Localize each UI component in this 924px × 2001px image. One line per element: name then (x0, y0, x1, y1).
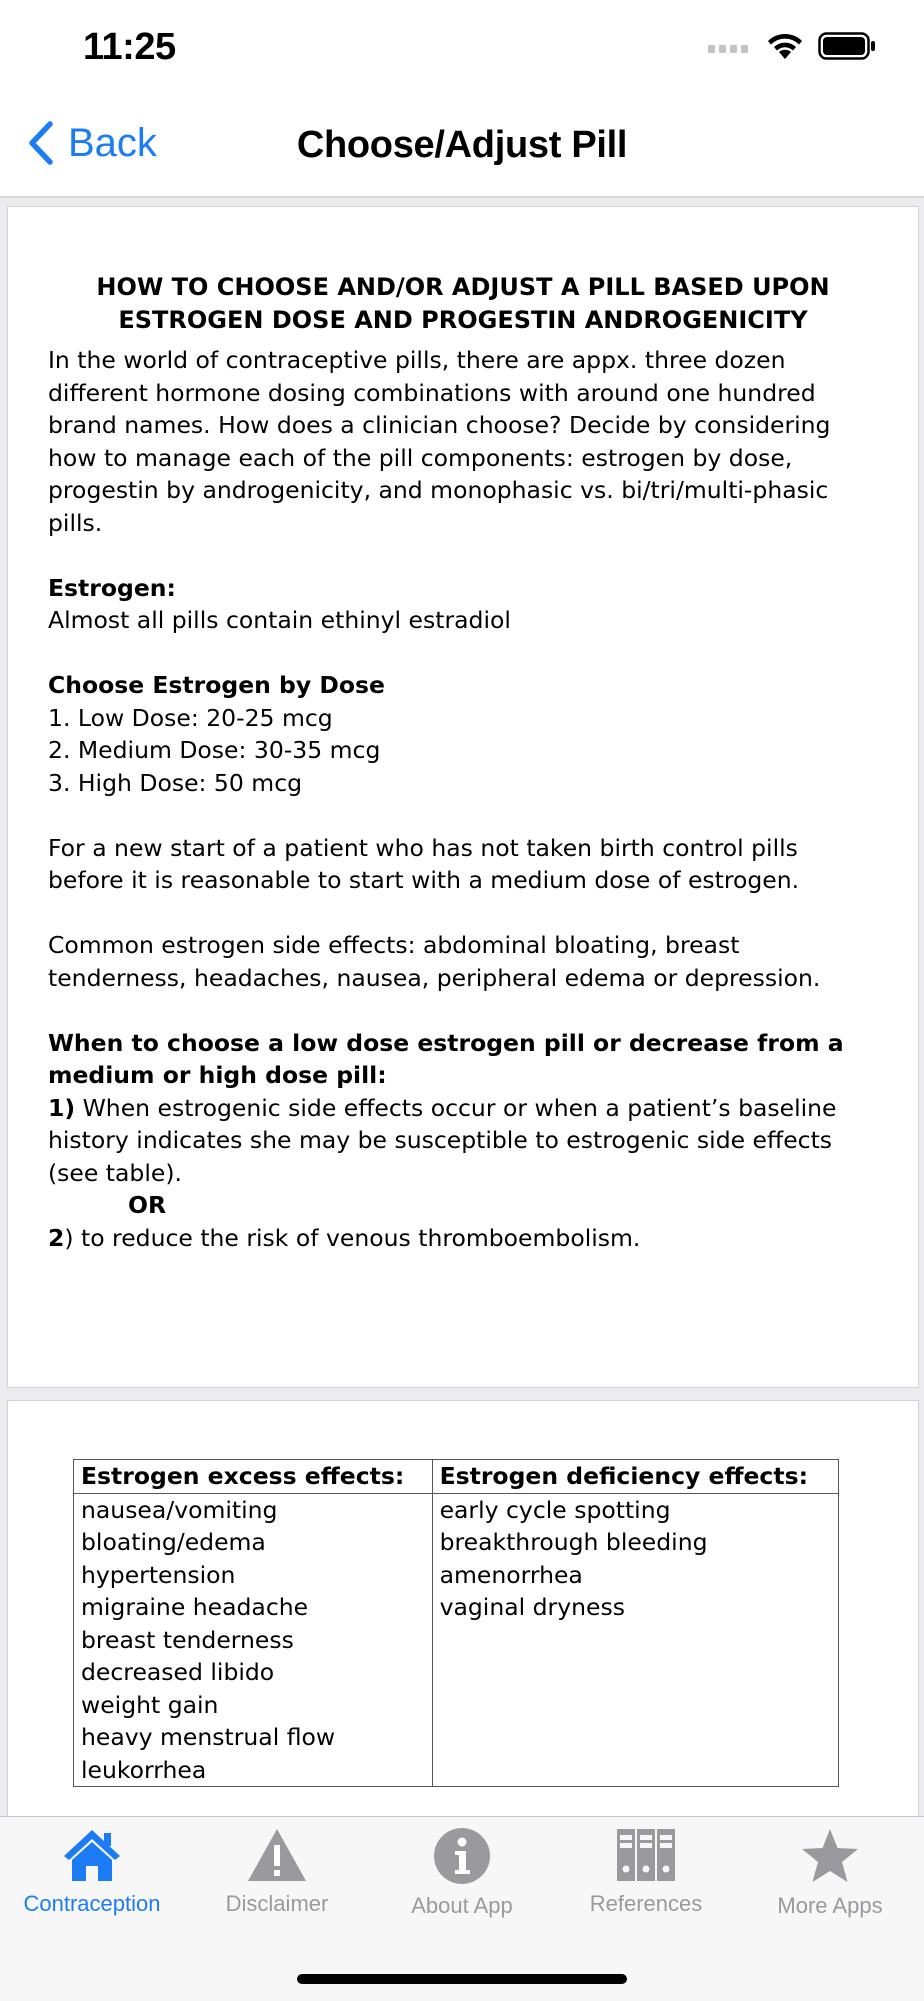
effects-card (7, 1400, 919, 1816)
info-card (7, 206, 919, 1388)
wifi-icon (766, 32, 804, 60)
list-item: nausea/vomiting (81, 1495, 278, 1524)
list-item: amenorrhea (439, 1560, 583, 1589)
text-line: (see table). (48, 1158, 182, 1187)
deficiency-effects-cell (432, 1493, 838, 1787)
text-line: different hormone dosing combinations with around one hundred (48, 378, 816, 407)
star-icon (799, 1827, 861, 1885)
status-icons (708, 32, 876, 60)
tab-contraception[interactable] (0, 1827, 184, 1947)
section-heading: Choose Estrogen by Dose (48, 671, 385, 699)
content-scroll-area[interactable] (0, 198, 924, 1816)
estrogen-section (48, 572, 878, 637)
list-item: vaginal dryness (439, 1593, 625, 1621)
excess-effects-cell (74, 1493, 433, 1787)
tab-label: More Apps (777, 1893, 883, 1918)
text-line: history indicates she may be susceptible to estrogenic side effects (48, 1126, 833, 1154)
section-heading: When to choose a low dose estrogen pill or decrease from a (48, 1028, 844, 1057)
tab-about-app[interactable] (370, 1827, 554, 1947)
text-line: tenderness, headaches, nausea, peripheral edema or depression. (48, 963, 821, 992)
point-text: ) to reduce the risk of venous thromboembolism. (64, 1223, 641, 1252)
heading-line: HOW TO CHOOSE AND/OR ADJUST A PILL BASED UPON (96, 273, 830, 301)
navigation-bar (0, 100, 924, 198)
dose-item: 1. Low Dose: 20-25 mcg (48, 703, 333, 732)
section-heading: medium or high dose pill: (48, 1061, 387, 1089)
list-item: early cycle spotting (439, 1495, 671, 1524)
status-time: 11:25 (83, 26, 176, 68)
section-heading: Estrogen: (48, 573, 176, 602)
list-item: bloating/edema (81, 1528, 266, 1556)
point-number: 2 (48, 1223, 65, 1252)
text-line: pills. (48, 508, 103, 537)
status-bar (0, 0, 924, 100)
list-item: weight gain (81, 1690, 219, 1719)
list-item: breakthrough bleeding (439, 1528, 708, 1556)
dose-section (48, 669, 878, 799)
warning-icon (246, 1827, 308, 1883)
tab-label: Disclaimer (225, 1891, 329, 1916)
dose-item: 2. Medium Dose: 30-35 mcg (48, 736, 381, 764)
text-line: before it is reasonable to start with a medium dose of estrogen. (48, 866, 800, 894)
tab-references[interactable] (554, 1827, 738, 1947)
list-item: hypertension (81, 1560, 236, 1589)
estrogen-effects-table (73, 1459, 839, 1787)
new-start-paragraph (48, 832, 878, 897)
house-icon (62, 1827, 122, 1883)
page-title: Choose/Adjust Pill (296, 124, 628, 166)
text-line: Almost all pills contain ethinyl estradiol (48, 606, 511, 634)
or-separator: OR (128, 1191, 167, 1219)
info-icon (432, 1827, 492, 1885)
side-effects-paragraph (48, 929, 878, 994)
back-label: Back (68, 120, 157, 165)
table-header-row (74, 1460, 839, 1494)
text-line: Common estrogen side effects: abdominal bloating, breast (48, 931, 740, 959)
text-line (48, 1222, 878, 1255)
text-line: For a new start of a patient who has not taken birth control pills (48, 833, 798, 862)
excess-header: Estrogen excess effects: (74, 1460, 433, 1494)
point-number: 1) (48, 1093, 76, 1122)
cellular-signal-icon (708, 39, 752, 53)
table-row (74, 1493, 839, 1787)
dose-item: 3. High Dose: 50 mcg (48, 768, 303, 797)
text-line (48, 1092, 878, 1125)
point-text: When estrogenic side effects occur or when a patient’s baseline (75, 1093, 837, 1122)
tab-label: About App (411, 1893, 513, 1918)
low-dose-section (48, 1027, 878, 1255)
text-line: progestin by androgenicity, and monophasic vs. bi/tri/multi-phasic (48, 476, 829, 504)
document-body (8, 207, 918, 1254)
text-line: In the world of contraceptive pills, there are appx. three dozen (48, 346, 786, 374)
tab-label: References (589, 1891, 703, 1916)
binders-icon (615, 1827, 677, 1883)
heading-line: ESTROGEN DOSE AND PROGESTIN ANDROGENICITY (118, 305, 808, 334)
list-item: decreased libido (81, 1658, 275, 1686)
list-item: migraine headache (81, 1593, 309, 1621)
battery-icon (818, 32, 876, 60)
list-item: breast tenderness (81, 1625, 294, 1654)
home-indicator[interactable] (297, 1974, 627, 1984)
list-item: heavy menstrual flow (81, 1723, 336, 1751)
text-line: how to manage each of the pill components: estrogen by dose, (48, 443, 793, 472)
document-heading (48, 271, 878, 336)
deficiency-header: Estrogen deficiency effects: (432, 1460, 838, 1494)
intro-paragraph (48, 344, 878, 539)
list-item: leukorrhea (81, 1755, 207, 1784)
tab-more-apps[interactable] (738, 1827, 922, 1947)
tab-disclaimer[interactable] (185, 1827, 369, 1947)
tab-label: Contraception (23, 1891, 161, 1916)
text-line: brand names. How does a clinician choose? Decide by considering (48, 411, 831, 439)
